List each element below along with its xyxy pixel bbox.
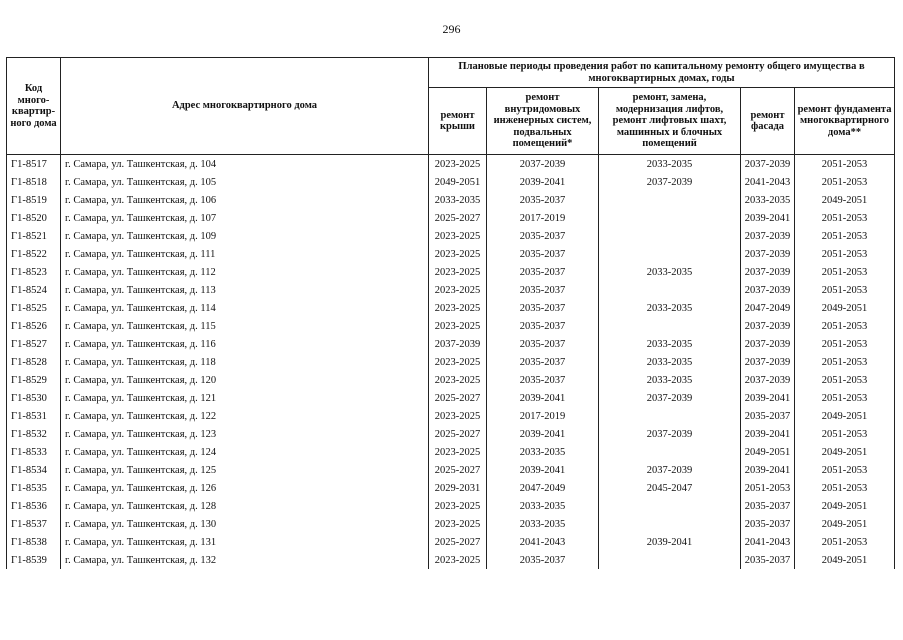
cell-foundation: 2049-2051 (795, 515, 895, 533)
table-row (7, 479, 895, 497)
cell-foundation: 2051-2053 (795, 461, 895, 479)
cell-engineering: 2035-2037 (487, 353, 599, 371)
cell-engineering: 2037-2039 (487, 155, 599, 174)
cell-foundation: 2051-2053 (795, 245, 895, 263)
cell-engineering: 2017-2019 (487, 407, 599, 425)
cell-roof: 2023-2025 (429, 353, 487, 371)
cell-facade: 2037-2039 (741, 155, 795, 174)
cell-engineering: 2035-2037 (487, 281, 599, 299)
table-row (7, 299, 895, 317)
cell-code: Г1-8522 (7, 245, 61, 263)
table-row (7, 461, 895, 479)
table-row (7, 425, 895, 443)
table-row (7, 155, 895, 174)
cell-facade: 2051-2053 (741, 479, 795, 497)
cell-facade: 2037-2039 (741, 245, 795, 263)
cell-elevators (599, 245, 741, 263)
header-elevators: ремонт, замена, модернизация лифтов, ремонт лифтовых шахт, машинных и блочных помещений (599, 88, 741, 155)
cell-engineering: 2035-2037 (487, 317, 599, 335)
cell-facade: 2037-2039 (741, 281, 795, 299)
cell-foundation: 2051-2053 (795, 533, 895, 551)
cell-engineering: 2039-2041 (487, 425, 599, 443)
cell-roof: 2023-2025 (429, 281, 487, 299)
cell-address: г. Самара, ул. Ташкентская, д. 131 (61, 533, 429, 551)
cell-foundation: 2051-2053 (795, 173, 895, 191)
cell-facade: 2033-2035 (741, 191, 795, 209)
cell-address: г. Самара, ул. Ташкентская, д. 115 (61, 317, 429, 335)
cell-address: г. Самара, ул. Ташкентская, д. 107 (61, 209, 429, 227)
cell-code: Г1-8525 (7, 299, 61, 317)
cell-foundation: 2051-2053 (795, 227, 895, 245)
cell-elevators: 2033-2035 (599, 371, 741, 389)
cell-facade: 2037-2039 (741, 227, 795, 245)
cell-engineering: 2033-2035 (487, 443, 599, 461)
cell-code: Г1-8518 (7, 173, 61, 191)
cell-roof: 2025-2027 (429, 461, 487, 479)
table-row (7, 173, 895, 191)
cell-elevators (599, 443, 741, 461)
table-row (7, 533, 895, 551)
repair-schedule-table (6, 57, 895, 569)
cell-engineering: 2047-2049 (487, 479, 599, 497)
cell-roof: 2025-2027 (429, 209, 487, 227)
cell-code: Г1-8539 (7, 551, 61, 569)
cell-engineering: 2035-2037 (487, 227, 599, 245)
cell-code: Г1-8520 (7, 209, 61, 227)
table-row (7, 209, 895, 227)
cell-elevators: 2037-2039 (599, 389, 741, 407)
cell-code: Г1-8535 (7, 479, 61, 497)
cell-facade: 2047-2049 (741, 299, 795, 317)
cell-address: г. Самара, ул. Ташкентская, д. 116 (61, 335, 429, 353)
cell-address: г. Самара, ул. Ташкентская, д. 105 (61, 173, 429, 191)
table-row (7, 407, 895, 425)
cell-address: г. Самара, ул. Ташкентская, д. 124 (61, 443, 429, 461)
cell-foundation: 2051-2053 (795, 155, 895, 174)
cell-elevators: 2037-2039 (599, 173, 741, 191)
cell-code: Г1-8519 (7, 191, 61, 209)
cell-code: Г1-8537 (7, 515, 61, 533)
page-number: 296 (442, 22, 461, 36)
cell-elevators (599, 515, 741, 533)
cell-elevators: 2033-2035 (599, 299, 741, 317)
cell-roof: 2049-2051 (429, 173, 487, 191)
cell-address: г. Самара, ул. Ташкентская, д. 121 (61, 389, 429, 407)
cell-roof: 2023-2025 (429, 371, 487, 389)
table-row (7, 191, 895, 209)
cell-elevators: 2033-2035 (599, 335, 741, 353)
cell-code: Г1-8521 (7, 227, 61, 245)
cell-address: г. Самара, ул. Ташкентская, д. 122 (61, 407, 429, 425)
cell-foundation: 2051-2053 (795, 209, 895, 227)
cell-elevators: 2037-2039 (599, 461, 741, 479)
cell-facade: 2049-2051 (741, 443, 795, 461)
cell-elevators (599, 551, 741, 569)
cell-foundation: 2049-2051 (795, 299, 895, 317)
cell-roof: 2025-2027 (429, 389, 487, 407)
cell-roof: 2023-2025 (429, 299, 487, 317)
cell-address: г. Самара, ул. Ташкентская, д. 130 (61, 515, 429, 533)
cell-elevators (599, 407, 741, 425)
table-row (7, 497, 895, 515)
cell-address: г. Самара, ул. Ташкентская, д. 112 (61, 263, 429, 281)
cell-facade: 2035-2037 (741, 407, 795, 425)
cell-engineering: 2039-2041 (487, 461, 599, 479)
cell-facade: 2041-2043 (741, 173, 795, 191)
cell-address: г. Самара, ул. Ташкентская, д. 111 (61, 245, 429, 263)
cell-facade: 2039-2041 (741, 389, 795, 407)
cell-engineering: 2039-2041 (487, 389, 599, 407)
cell-address: г. Самара, ул. Ташкентская, д. 114 (61, 299, 429, 317)
cell-elevators: 2037-2039 (599, 425, 741, 443)
cell-code: Г1-8517 (7, 155, 61, 174)
cell-roof: 2023-2025 (429, 407, 487, 425)
cell-code: Г1-8527 (7, 335, 61, 353)
cell-foundation: 2051-2053 (795, 425, 895, 443)
cell-elevators (599, 317, 741, 335)
cell-roof: 2023-2025 (429, 497, 487, 515)
cell-foundation: 2051-2053 (795, 371, 895, 389)
table-row (7, 551, 895, 569)
cell-facade: 2035-2037 (741, 497, 795, 515)
cell-engineering: 2035-2037 (487, 191, 599, 209)
cell-elevators (599, 191, 741, 209)
header-facade: ремонт фасада (741, 88, 795, 155)
cell-facade: 2039-2041 (741, 461, 795, 479)
table-row (7, 353, 895, 371)
header-engineering: ремонт внутридомовых инженерных систем, подвальных помещений* (487, 88, 599, 155)
cell-engineering: 2035-2037 (487, 263, 599, 281)
cell-roof: 2023-2025 (429, 443, 487, 461)
cell-facade: 2035-2037 (741, 551, 795, 569)
cell-elevators: 2033-2035 (599, 155, 741, 174)
cell-roof: 2023-2025 (429, 155, 487, 174)
cell-code: Г1-8538 (7, 533, 61, 551)
cell-elevators (599, 281, 741, 299)
cell-address: г. Самара, ул. Ташкентская, д. 125 (61, 461, 429, 479)
cell-foundation: 2051-2053 (795, 263, 895, 281)
header-foundation: ремонт фундамента многоквартирного дома** (795, 88, 895, 155)
cell-code: Г1-8534 (7, 461, 61, 479)
table-row (7, 335, 895, 353)
header-work-periods: Плановые периоды проведения работ по капитальному ремонту общего имущества в многоквартирных домах, годы (429, 58, 895, 88)
cell-engineering: 2035-2037 (487, 299, 599, 317)
cell-code: Г1-8533 (7, 443, 61, 461)
table-body (7, 155, 895, 570)
cell-foundation: 2049-2051 (795, 551, 895, 569)
cell-address: г. Самара, ул. Ташкентская, д. 104 (61, 155, 429, 174)
cell-address: г. Самара, ул. Ташкентская, д. 106 (61, 191, 429, 209)
cell-foundation: 2049-2051 (795, 497, 895, 515)
cell-engineering: 2035-2037 (487, 335, 599, 353)
table-row (7, 389, 895, 407)
cell-address: г. Самара, ул. Ташкентская, д. 109 (61, 227, 429, 245)
cell-foundation: 2051-2053 (795, 335, 895, 353)
table-row (7, 371, 895, 389)
cell-code: Г1-8523 (7, 263, 61, 281)
cell-code: Г1-8536 (7, 497, 61, 515)
cell-foundation: 2051-2053 (795, 389, 895, 407)
cell-elevators: 2039-2041 (599, 533, 741, 551)
cell-foundation: 2049-2051 (795, 407, 895, 425)
cell-engineering: 2039-2041 (487, 173, 599, 191)
cell-roof: 2023-2025 (429, 551, 487, 569)
cell-code: Г1-8528 (7, 353, 61, 371)
cell-foundation: 2051-2053 (795, 281, 895, 299)
cell-facade: 2035-2037 (741, 515, 795, 533)
table-row (7, 281, 895, 299)
cell-engineering: 2041-2043 (487, 533, 599, 551)
cell-engineering: 2017-2019 (487, 209, 599, 227)
cell-roof: 2029-2031 (429, 479, 487, 497)
cell-facade: 2037-2039 (741, 317, 795, 335)
cell-facade: 2037-2039 (741, 353, 795, 371)
cell-engineering: 2035-2037 (487, 371, 599, 389)
cell-roof: 2037-2039 (429, 335, 487, 353)
cell-roof: 2023-2025 (429, 263, 487, 281)
cell-foundation: 2051-2053 (795, 353, 895, 371)
cell-code: Г1-8532 (7, 425, 61, 443)
cell-elevators (599, 209, 741, 227)
cell-facade: 2041-2043 (741, 533, 795, 551)
cell-facade: 2037-2039 (741, 263, 795, 281)
cell-facade: 2039-2041 (741, 425, 795, 443)
table-row (7, 227, 895, 245)
cell-engineering: 2033-2035 (487, 515, 599, 533)
table-header (7, 58, 895, 155)
cell-engineering: 2035-2037 (487, 245, 599, 263)
cell-foundation: 2049-2051 (795, 191, 895, 209)
cell-elevators: 2033-2035 (599, 353, 741, 371)
header-roof: ремонт крыши (429, 88, 487, 155)
cell-engineering: 2033-2035 (487, 497, 599, 515)
cell-foundation: 2051-2053 (795, 479, 895, 497)
cell-address: г. Самара, ул. Ташкентская, д. 128 (61, 497, 429, 515)
cell-code: Г1-8530 (7, 389, 61, 407)
cell-facade: 2037-2039 (741, 335, 795, 353)
cell-roof: 2023-2025 (429, 515, 487, 533)
header-code: Код много-квартир-ного дома (7, 58, 61, 155)
table-row (7, 443, 895, 461)
cell-roof: 2025-2027 (429, 425, 487, 443)
cell-elevators (599, 497, 741, 515)
cell-roof: 2025-2027 (429, 533, 487, 551)
cell-facade: 2039-2041 (741, 209, 795, 227)
cell-elevators (599, 227, 741, 245)
cell-code: Г1-8526 (7, 317, 61, 335)
cell-address: г. Самара, ул. Ташкентская, д. 126 (61, 479, 429, 497)
cell-roof: 2023-2025 (429, 317, 487, 335)
cell-address: г. Самара, ул. Ташкентская, д. 113 (61, 281, 429, 299)
cell-facade: 2037-2039 (741, 371, 795, 389)
cell-address: г. Самара, ул. Ташкентская, д. 118 (61, 353, 429, 371)
cell-elevators: 2045-2047 (599, 479, 741, 497)
cell-code: Г1-8531 (7, 407, 61, 425)
cell-address: г. Самара, ул. Ташкентская, д. 120 (61, 371, 429, 389)
cell-roof: 2023-2025 (429, 227, 487, 245)
cell-roof: 2033-2035 (429, 191, 487, 209)
cell-code: Г1-8529 (7, 371, 61, 389)
table-row (7, 245, 895, 263)
header-address: Адрес многоквартирного дома (61, 58, 429, 155)
cell-roof: 2023-2025 (429, 245, 487, 263)
cell-code: Г1-8524 (7, 281, 61, 299)
cell-foundation: 2051-2053 (795, 317, 895, 335)
cell-foundation: 2049-2051 (795, 443, 895, 461)
table-row (7, 263, 895, 281)
cell-engineering: 2035-2037 (487, 551, 599, 569)
cell-address: г. Самара, ул. Ташкентская, д. 123 (61, 425, 429, 443)
cell-elevators: 2033-2035 (599, 263, 741, 281)
table-row (7, 317, 895, 335)
cell-address: г. Самара, ул. Ташкентская, д. 132 (61, 551, 429, 569)
table-row (7, 515, 895, 533)
